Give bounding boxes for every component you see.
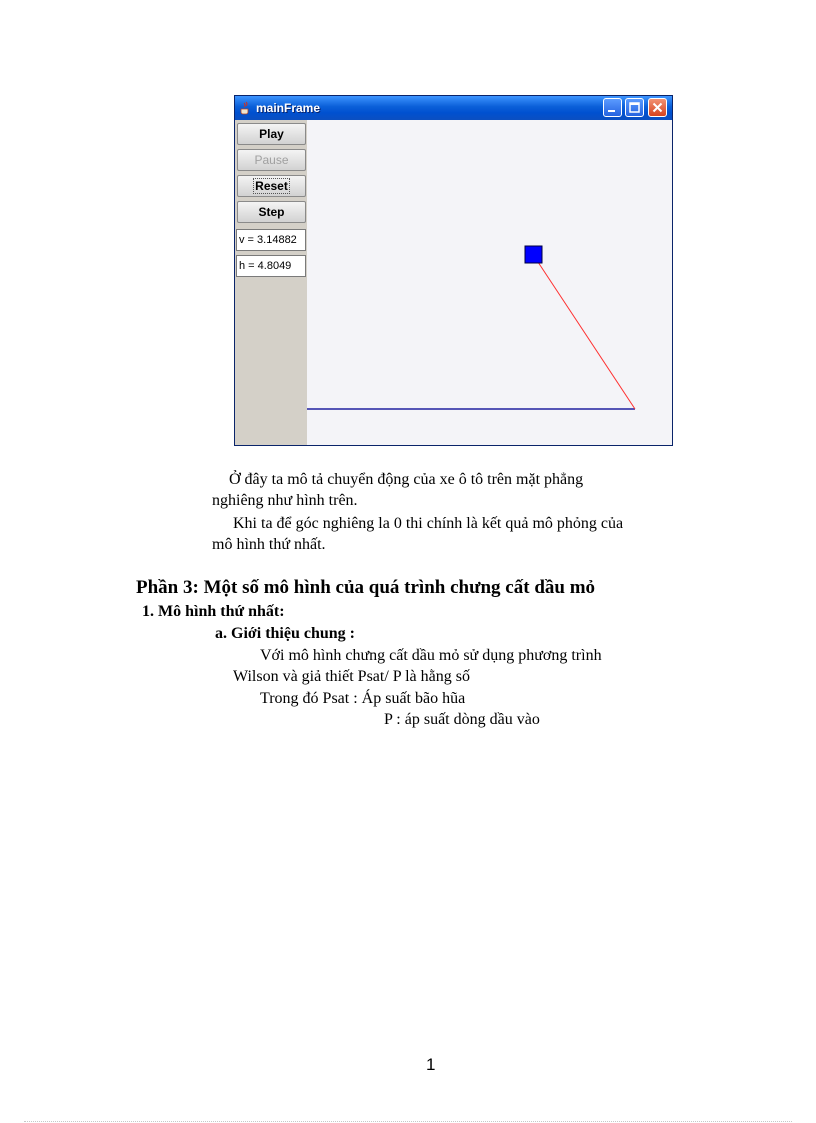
intro-line-4: P : áp suất dòng dầu vào bbox=[384, 711, 540, 728]
maximize-icon bbox=[626, 99, 643, 116]
moving-block bbox=[525, 246, 542, 263]
minimize-button[interactable] bbox=[603, 98, 622, 117]
window-title: mainFrame bbox=[256, 101, 321, 115]
intro-line-1: Với mô hình chưng cất dầu mỏ sử dụng phương trình bbox=[260, 647, 602, 664]
reset-button-label: Reset bbox=[255, 179, 288, 193]
velocity-field[interactable]: v = 3.14882 bbox=[236, 229, 306, 251]
subsection-heading: 1. Mô hình thứ nhất: bbox=[142, 603, 285, 620]
rope-line bbox=[534, 256, 635, 409]
java-cup-icon bbox=[239, 101, 251, 115]
height-field[interactable]: h = 4.8049 bbox=[236, 255, 306, 277]
main-frame-window bbox=[234, 95, 673, 446]
simulation-drawing bbox=[307, 120, 673, 446]
footer-divider bbox=[24, 1121, 792, 1122]
close-button[interactable] bbox=[648, 98, 667, 117]
step-button[interactable]: Step bbox=[237, 201, 306, 223]
close-icon bbox=[649, 99, 666, 116]
section-heading: Phần 3: Một số mô hình của quá trình chưng cất dầu mỏ bbox=[136, 577, 596, 598]
pause-button[interactable]: Pause bbox=[237, 149, 306, 171]
maximize-button[interactable] bbox=[625, 98, 644, 117]
paragraph-2-line-1: Khi ta để góc nghiêng la 0 thi chính là kết quả mô phỏng của bbox=[233, 515, 624, 532]
control-panel bbox=[235, 120, 307, 445]
paragraph-2-line-2: mô hình thứ nhất. bbox=[212, 536, 326, 553]
minimize-icon bbox=[604, 99, 621, 116]
paragraph-1-line-1: Ở đây ta mô tả chuyển động của xe ô tô trên mặt phẳng bbox=[229, 471, 584, 488]
window-titlebar bbox=[235, 96, 672, 120]
subsubsection-heading: a. Giới thiệu chung : bbox=[215, 625, 355, 642]
paragraph-1-line-2: nghiêng như hình trên. bbox=[212, 492, 358, 509]
simulation-canvas bbox=[307, 120, 672, 445]
intro-line-2: Wilson và giả thiết Psat/ P là hằng số bbox=[233, 668, 470, 685]
intro-line-3: Trong đó Psat : Áp suất bão hũa bbox=[260, 690, 466, 707]
play-button[interactable]: Play bbox=[237, 123, 306, 145]
reset-button[interactable] bbox=[237, 175, 306, 197]
page-number: 1 bbox=[426, 1055, 436, 1074]
